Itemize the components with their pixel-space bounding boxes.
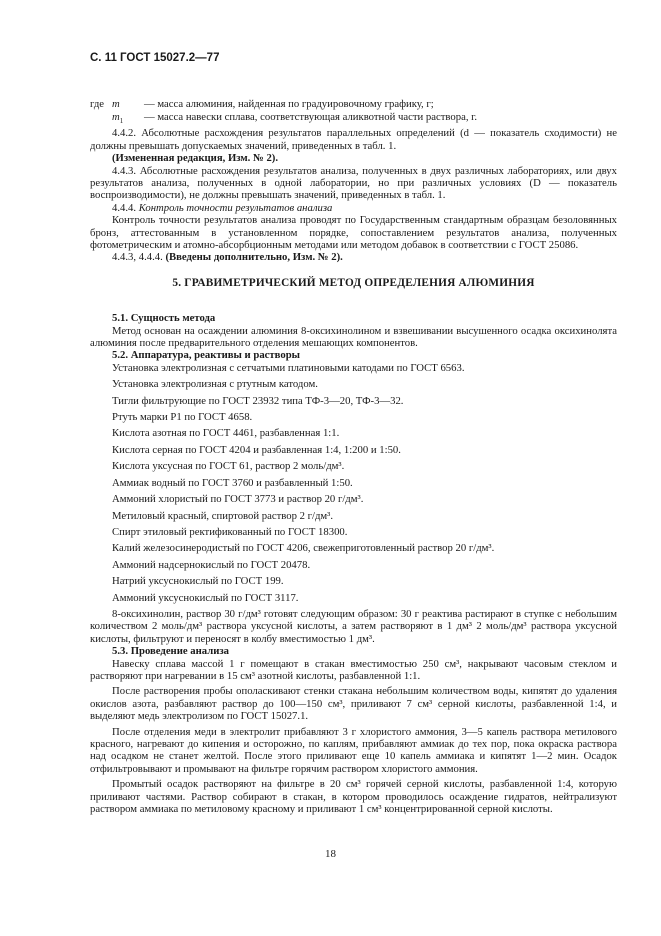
section-5-3-title: 5.3. Проведение анализа xyxy=(112,645,230,658)
section-5-2-title: 5.2. Аппаратура, реактивы и растворы xyxy=(112,349,301,362)
where-word: где xyxy=(90,98,105,111)
reagent-item: Установка электролизная с ртутным катодом. xyxy=(112,378,318,391)
analysis-paragraph: Навеску сплава массой 1 г помещают в стакан вместимостью 250 см³, накрывают часовым стеклом и растворяют при нагревании в 15 см³ азотной кислоты, разбавленной 1:1. xyxy=(90,657,617,682)
analysis-paragraph: Промытый осадок растворяют на фильтре в 20 см³ горячей серной кислоты, разбавленной 1:4, которую приливают частями. Раствор собирают в стакан, в котором проводилось осаждение гидратов, нейтрализуют раствором аммиака по метиловому красному и приливают 1 см³ концентрированной серной кислоты. xyxy=(90,778,617,816)
oxyquinoline-preparation: 8-оксихинолин, раствор 30 г/дм³ готовят следующим образом: 30 г реактива растирают в ступке с небольшим количеством 2 моль/дм³ раствора уксусной кислоты, а затем растворяют в 1 дм³ 2 моль/дм³ раствора уксусной кислоты, фильтруют и переносят в колбу вместимостью 1 дм³. xyxy=(90,607,617,645)
reagent-item: Тигли фильтрующие по ГОСТ 23932 типа ТФ-3—20, ТФ-3—32. xyxy=(112,394,404,407)
definition-m1 xyxy=(90,111,617,128)
definition-m xyxy=(90,98,617,110)
reagent-item: Кислота азотная по ГОСТ 4461, разбавленная 1:1. xyxy=(112,427,340,440)
paragraph-4-4-4-body: Контроль точности результатов анализа проводят по Государственным стандартным образцам безоловянных бронз, аттестованным в установленном порядке, сопоставлением результатов анализа, полученных фотометрическим и атомно-абсорбционным методами или методом добавок в соответствии с ГОСТ 25086. xyxy=(90,214,617,252)
section-5-1-body: Метод основан на осаждении алюминия 8-оксихинолином и взвешивании высушенного осадка оксихинолята алюминия после предварительного отделения мешающих компонентов. xyxy=(90,324,617,350)
edit-note: (Измененная редакция, Изм. № 2). xyxy=(112,152,279,165)
reagent-item: Кислота уксусная по ГОСТ 61, раствор 2 моль/дм³. xyxy=(112,460,345,473)
reagent-item: Метиловый красный, спиртовой раствор 2 г/дм³. xyxy=(112,509,334,522)
analysis-paragraph: После растворения пробы ополаскивают стенки стакана небольшим количеством воды, кипятят до удаления окислов азота, разбавляют раствор до 100—150 см³, приливают 7 см³ серной кислоты, разбавленной 1:4, и выделяют медь электролизом по ГОСТ 15027.1. xyxy=(90,685,617,723)
analysis-paragraph: После отделения меди в электролит прибавляют 3 г хлористого аммония, 3—5 капель раствора метилового красного, нагревают до кипения и осторожно, по каплям, прибавляют аммиак до тех пор, пока окраска раствора над осадком не станет желтой. После этого приливают еще 10 капель аммиака и кипятят 1—2 мин. Осадок отфильтровывают и промывают на фильтре горячим раствором хлористого аммония. xyxy=(90,725,617,775)
symbol-m: m xyxy=(112,98,120,111)
reagent-item: Аммоний хлористый по ГОСТ 3773 и раствор 20 г/дм³. xyxy=(112,493,364,506)
reagent-item: Ртуть марки Р1 по ГОСТ 4658. xyxy=(112,411,253,424)
paragraph-4-4-4-heading: 4.4.4. Контроль точности результатов анализа xyxy=(112,201,333,214)
page-number: 18 xyxy=(325,848,336,860)
section-5-1-title: 5.1. Сущность метода xyxy=(112,312,216,325)
introduced-note: 4.4.3, 4.4.4. (Введены дополнительно, Изм. № 2). xyxy=(112,251,343,264)
paragraph-4-4-4-title: Контроль точности результатов анализа xyxy=(138,201,333,214)
reagent-item: Установка электролизная с сетчатыми платиновыми катодами по ГОСТ 6563. xyxy=(112,361,465,374)
symbol-m1: $m_1$ xyxy=(112,110,124,125)
definition-m1-text: — масса навески сплава, соответствующая аликвотной части раствора, г. xyxy=(144,110,478,123)
paragraph-4-4-3: 4.4.3. Абсолютные расхождения результатов анализа, полученных в двух различных лабораториях, или двух результатов анализа, полученных в одной лаборатории, но при различных условиях (D — показатель воспроизводимости), не должны превышать значений, приведенных в табл. 1. xyxy=(90,164,617,202)
reagent-item: Натрий уксуснокислый по ГОСТ 199. xyxy=(112,575,284,588)
reagent-item: Аммоний уксуснокислый по ГОСТ 3117. xyxy=(112,591,299,604)
reagent-item: Калий железосинеродистый по ГОСТ 4206, свежеприготовленный раствор 20 г/дм³. xyxy=(112,542,495,555)
reagent-list xyxy=(90,362,617,604)
reagent-item: Спирт этиловый ректификованный по ГОСТ 18300. xyxy=(112,525,348,538)
definition-m-text: — масса алюминия, найденная по градуировочному графику, г; xyxy=(144,98,434,111)
running-header: С. 11 ГОСТ 15027.2—77 xyxy=(90,52,220,64)
section-5-title: 5. ГРАВИМЕТРИЧЕСКИЙ МЕТОД ОПРЕДЕЛЕНИЯ АЛЮМИНИЯ xyxy=(172,276,535,289)
reagent-item: Аммоний надсернокислый по ГОСТ 20478. xyxy=(112,558,311,571)
reagent-item: Кислота серная по ГОСТ 4204 и разбавленная 1:4, 1:200 и 1:50. xyxy=(112,443,401,456)
reagent-item: Аммиак водный по ГОСТ 3760 и разбавленный 1:50. xyxy=(112,476,353,489)
paragraph-4-4-2: 4.4.2. Абсолютные расхождения результатов параллельных определений (d — показатель сходимости) не должны превышать допускаемых значений, приведенных в табл. 1. xyxy=(90,127,617,152)
